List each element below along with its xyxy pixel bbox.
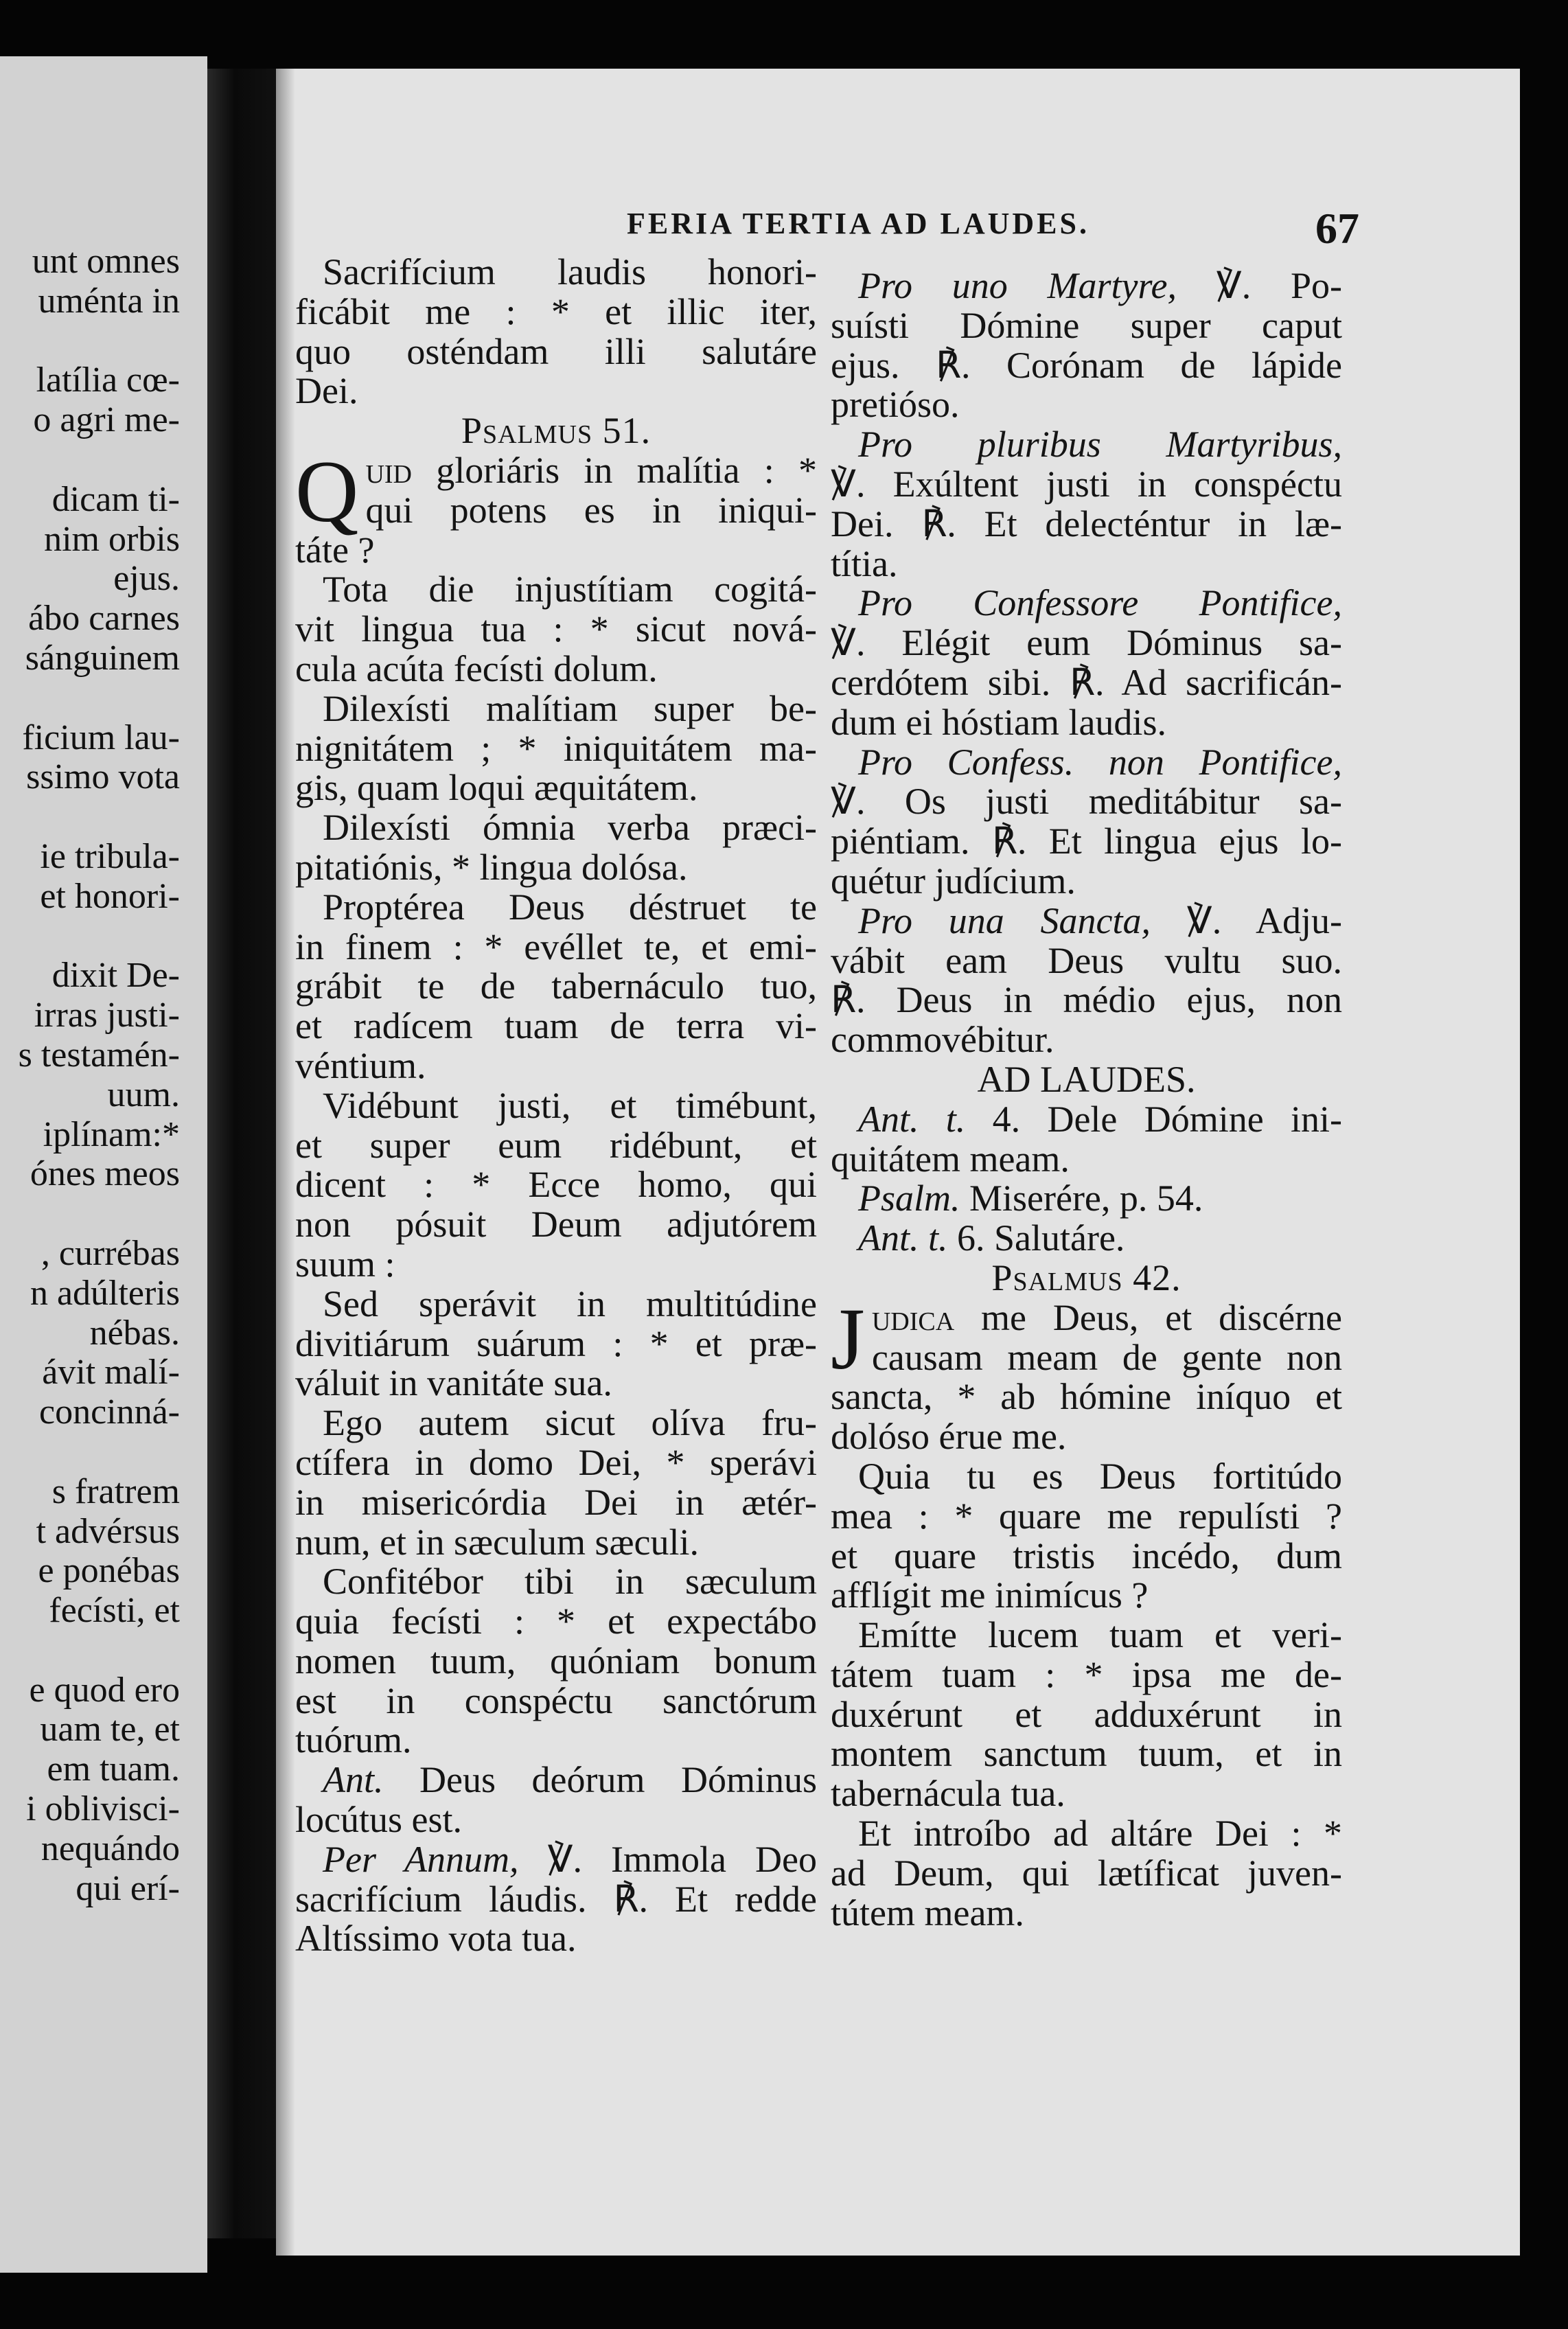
facing-page-line: t advérsus: [36, 1511, 180, 1551]
verse-line: Sed sperávit in multitúdine: [323, 1283, 817, 1324]
facing-page-line: [0, 1631, 180, 1671]
verse-line: non pósuit Deum adjutórem: [295, 1204, 817, 1246]
verse-line: causam meam de gente non: [871, 1336, 1342, 1378]
facing-page-line: [0, 797, 180, 837]
versicle-text: ℣. Exúltent justi in conspéctu: [831, 463, 1342, 505]
left-column: [295, 253, 817, 1959]
verse-line: quo osténdam illi salutáre: [295, 330, 817, 372]
facing-page-line: fecísti, et: [49, 1591, 180, 1631]
versicle-martyrs: [831, 425, 1342, 584]
page-number: 67: [1315, 204, 1359, 253]
antiphon-2: [831, 1219, 1342, 1259]
verse-line: tátem tuam : * ipsa me de-: [831, 1653, 1342, 1695]
verse-line: váluit in vanitáte sua.: [295, 1362, 612, 1404]
verse-line: Dilexísti ómnia verba præci-: [323, 807, 817, 849]
facing-page-line: irras justi-: [34, 996, 180, 1035]
facing-page-line: ónes meos: [30, 1154, 180, 1194]
facing-page-line: [0, 321, 180, 361]
facing-page-line: s fratrem: [51, 1471, 180, 1511]
psalm-reference: [831, 1179, 1342, 1219]
verse-line: mea : * quare me repulísti ?: [831, 1495, 1342, 1537]
antiphon-text: locútus est.: [295, 1799, 462, 1841]
versicle-confessor-non-pontifex: [831, 743, 1342, 902]
versicle-text: vábit eam Deus vultu suo.: [831, 939, 1342, 981]
verse-line: véntium.: [295, 1044, 426, 1086]
facing-page-line: [0, 1432, 180, 1472]
verse-line: Confitébor tibi in sæculum: [323, 1561, 817, 1603]
verse-line: Sacrifícium laudis honori-: [323, 251, 817, 292]
verse-line: nomen tuum, quóniam bonum: [295, 1640, 817, 1682]
facing-page-line: e ponébas: [38, 1551, 180, 1591]
section-heading: AD LAUDES.: [977, 1058, 1196, 1100]
verse-line: qui potens es in iniqui-: [365, 489, 817, 531]
facing-page-line: nébas.: [89, 1313, 180, 1353]
right-column: [831, 266, 1342, 1933]
facing-page-fragment: [0, 56, 207, 2273]
facing-page-line: i oblivisci-: [26, 1789, 180, 1829]
facing-page-line: [0, 678, 180, 718]
versicle-text: piéntiam. ℟. Et lingua ejus lo-: [831, 821, 1342, 862]
verse-judica: [831, 1298, 1342, 1457]
verse-line: in finem : * evéllet te, et emi-: [295, 926, 817, 967]
versicle-text: dum ei hóstiam laudis.: [831, 701, 1166, 743]
versicle-text: títia.: [831, 542, 898, 584]
verse-line: montem sanctum tuum, et in: [831, 1733, 1342, 1775]
verse-line: ficábit me : * et illic iter,: [295, 290, 817, 332]
verse-line: afflígit me inimícus ?: [831, 1574, 1149, 1616]
versicle-text: ℟. Deus in médio ejus, non: [831, 979, 1342, 1021]
antiphon-text: quitátem meam.: [831, 1138, 1070, 1180]
versicle-label: Pro una Sancta,: [858, 899, 1151, 941]
versicle-label: Pro pluribus Martyribus,: [858, 424, 1342, 466]
facing-page-line: n adúlteris: [30, 1273, 180, 1313]
versicle-text: ℣. Adju-: [1186, 899, 1343, 941]
antiphon-text: 4. Dele Dómine ini-: [992, 1098, 1342, 1140]
verse-line: gis, quam loqui æquitátem.: [295, 767, 698, 809]
verse-line: Emítte lucem tuam et veri-: [858, 1614, 1342, 1656]
verse-line: ctífera in domo Dei, * sperávi: [295, 1441, 817, 1483]
verse-sacrificium: [295, 253, 817, 411]
facing-page-line: ábo carnes: [28, 599, 180, 639]
antiphon-text: 6. Salutáre.: [957, 1217, 1125, 1259]
versicle-text: ejus. ℟. Corónam de lápide: [831, 344, 1342, 386]
verse-quia: [831, 1457, 1342, 1616]
facing-page-line: nequándo: [41, 1828, 180, 1868]
verse-line: dicent : * Ecce homo, qui: [295, 1164, 817, 1206]
verse-line: tabernácula tua.: [831, 1773, 1065, 1815]
facing-page-line: unt omnes: [32, 242, 180, 281]
facing-page-line: s testamén-: [18, 1035, 180, 1075]
verse-line: grábit te de tabernáculo tuo,: [295, 965, 817, 1007]
verse-line: divitiárum suárum : * et præ-: [295, 1322, 817, 1364]
versicle-label: Per Annum,: [323, 1838, 519, 1880]
verse-videbunt: [295, 1086, 817, 1285]
facing-page-line: ávit malí-: [42, 1353, 180, 1392]
verse-line: in misericórdia Dei in ætér-: [295, 1481, 817, 1523]
facing-page-line: iplínam:*: [43, 1114, 180, 1154]
running-head: FERIA TERTIA AD LAUDES.: [626, 207, 1090, 240]
facing-page-line: [0, 917, 180, 956]
verse-line: Vidébunt justi, et timébunt,: [323, 1084, 817, 1126]
psalm-label: Psalm.: [858, 1178, 960, 1219]
versicle-text: ℣. Elégit eum Dóminus sa-: [831, 622, 1342, 664]
verse-quid: [295, 451, 817, 570]
verse-line: táte ?: [295, 529, 375, 571]
facing-page-line: ie tribula-: [40, 836, 180, 876]
drop-cap: Q: [295, 450, 359, 540]
verse-line: Et introíbo ad altáre Dei : *: [858, 1813, 1342, 1855]
verse-line: tuórum.: [295, 1719, 412, 1761]
verse-dilexisti-omnia: [295, 808, 817, 888]
verse-dilexisti-malitiam: [295, 689, 817, 808]
verse-line: Ego autem sicut olíva fru-: [323, 1402, 817, 1444]
versicle-text: Altíssimo vota tua.: [295, 1918, 577, 1960]
versicle-text: commovébitur.: [831, 1019, 1054, 1061]
facing-page-line: uménta in: [38, 281, 180, 321]
antiphon-label: Ant. t.: [858, 1217, 948, 1259]
facing-page-line: dixit De-: [51, 956, 180, 996]
verse-propterea: [295, 888, 817, 1086]
facing-page-line: sánguinem: [25, 638, 180, 678]
verse-line: quia fecísti : * et expectábo: [295, 1601, 817, 1642]
versicle-text: pretióso.: [831, 384, 960, 426]
verse-line: Proptérea Deus déstruet te: [323, 886, 817, 928]
antiphon-1: [831, 1100, 1342, 1180]
drop-cap: J: [831, 1298, 865, 1388]
versicle-martyr: [831, 266, 1342, 425]
versicle-label: Pro uno Martyre,: [858, 265, 1177, 306]
versicle-per-annum: [295, 1840, 817, 1959]
facing-page-line: ficium lau-: [22, 718, 180, 757]
verse-confitebor: [295, 1562, 817, 1760]
versicle-text: Dei. ℟. Et delecténtur in læ-: [831, 503, 1342, 544]
verse-line: Dei.: [295, 370, 358, 412]
verse-line: duxérunt et adduxérunt in: [831, 1693, 1342, 1735]
page-shadow: [276, 69, 295, 2256]
facing-page-line: [0, 1194, 180, 1234]
versicle-text: sacrifícium láudis. ℟. Et redde: [295, 1878, 817, 1920]
facing-page-line: ssimo vota: [26, 757, 180, 797]
facing-page-line: uum.: [107, 1075, 180, 1114]
verse-tota: [295, 570, 817, 689]
verse-line: cula acúta fecísti dolum.: [295, 647, 658, 689]
facing-page-line: o agri me-: [33, 400, 180, 440]
versicle-text: ℣. Immola Deo: [547, 1838, 817, 1880]
versicle-text: quétur judícium.: [831, 860, 1076, 902]
versicle-text: suísti Dómine super caput: [831, 304, 1342, 346]
first-word: uid: [365, 450, 412, 491]
facing-page-line: latília cœ-: [36, 360, 180, 400]
facing-page-line: qui erí-: [76, 1868, 180, 1908]
verse-ego-autem: [295, 1403, 817, 1562]
facing-page-line: concinná-: [38, 1392, 180, 1432]
facing-page-line: dicam ti-: [51, 479, 180, 519]
verse-line: gloriáris in malítia : *: [436, 450, 817, 491]
psalm-heading: Psalmus 42.: [991, 1257, 1181, 1298]
book-gutter: [207, 69, 276, 2238]
verse-line: ad Deum, qui lætíficat juven-: [831, 1852, 1342, 1894]
verse-line: pitatiónis, * lingua dolósa.: [295, 846, 688, 888]
facing-page-line: e quod ero: [29, 1670, 180, 1710]
verse-sed-speravit: [295, 1285, 817, 1403]
facing-page-line: em tuam.: [47, 1749, 180, 1789]
antiphon: [295, 1760, 817, 1840]
facing-page-line: et honori-: [40, 876, 180, 916]
antiphon-text: Deus deórum Dóminus: [419, 1759, 817, 1801]
verse-introibo: [831, 1814, 1342, 1933]
versicle-text: cerdótem sibi. ℟. Ad sacrificán-: [831, 661, 1342, 703]
verse-line: est in conspéctu sanctórum: [295, 1679, 817, 1721]
facing-page-line: uam te, et: [40, 1710, 180, 1749]
verse-line: et super eum ridébunt, et: [295, 1124, 817, 1166]
psalm-ref-text: Miserére, p. 54.: [969, 1178, 1203, 1219]
verse-line: et radícem tuam de terra vi-: [295, 1005, 817, 1047]
versicle-text: ℣. Os justi meditábitur sa-: [831, 781, 1342, 823]
versicle-confessor: [831, 584, 1342, 742]
facing-page-line: , currébas: [41, 1233, 180, 1273]
verse-line: Tota die injustítiam cogitá-: [323, 569, 817, 610]
first-word: udica: [871, 1298, 955, 1338]
facing-page-line: nim orbis: [44, 519, 180, 559]
antiphon-label: Ant.: [323, 1759, 384, 1801]
verse-line: nignitátem ; * iniquitátem ma-: [295, 727, 817, 769]
verse-line: me Deus, et discérne: [981, 1298, 1342, 1338]
facing-page-line: ejus.: [113, 559, 180, 599]
antiphon-label: Ant. t.: [858, 1098, 966, 1140]
versicle-sancta: [831, 899, 1343, 1061]
versicle-label: Pro Confessore Pontifice,: [858, 582, 1342, 624]
verse-line: et quare tristis incédo, dum: [831, 1535, 1342, 1576]
verse-line: Dilexísti malítiam super be-: [323, 687, 817, 729]
versicle-text: ℣. Po-: [1216, 265, 1342, 306]
psalm-heading: Psalmus 51.: [461, 410, 652, 452]
verse-line: Quia tu es Deus fortitúdo: [858, 1455, 1342, 1497]
verse-line: suum :: [295, 1243, 395, 1285]
versicle-label: Pro Confess. non Pontifice,: [858, 741, 1342, 783]
verse-line: vit lingua tua : * sicut nová-: [295, 608, 817, 650]
facing-page-line: [0, 440, 180, 480]
verse-line: dolóso érue me.: [831, 1416, 1067, 1457]
verse-line: tútem meam.: [831, 1892, 1024, 1934]
facing-page-text: [0, 242, 180, 1908]
verse-line: sancta, * ab hómine iníquo et: [831, 1376, 1342, 1418]
verse-emitte: [831, 1616, 1342, 1814]
verse-line: num, et in sæculum sæculi.: [295, 1521, 699, 1563]
